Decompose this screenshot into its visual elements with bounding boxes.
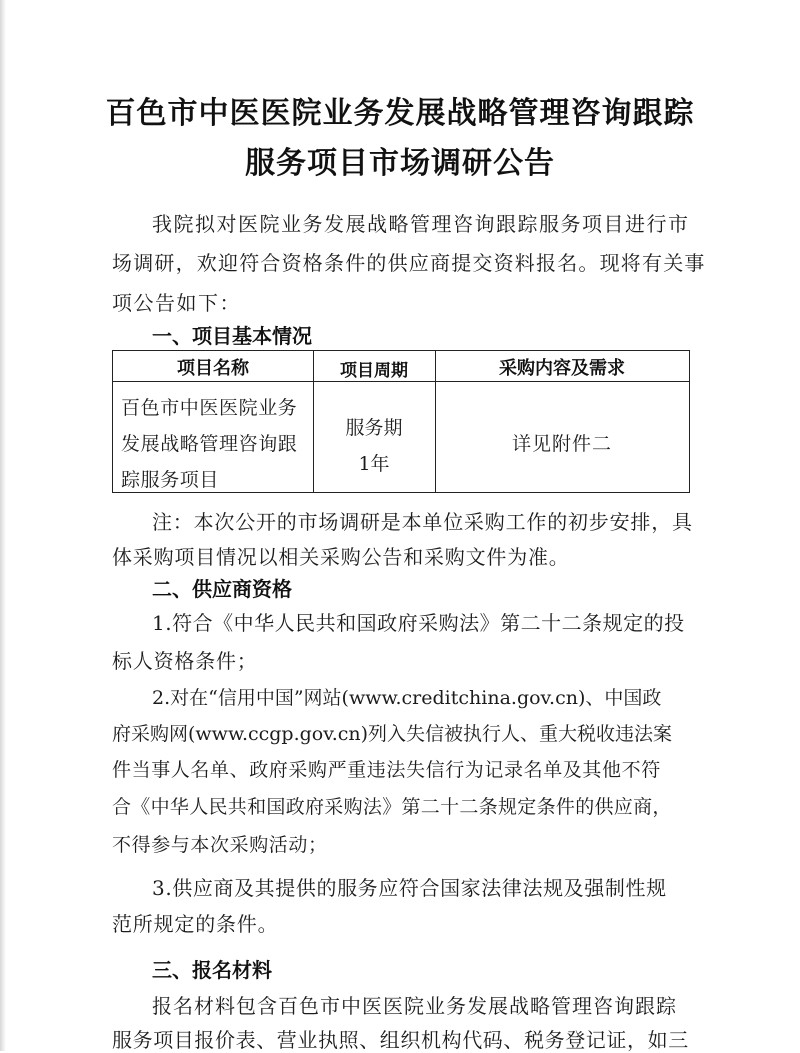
table-header-project-period: 项目周期	[340, 361, 408, 381]
table-cell-procurement-content: 详见附件二	[511, 433, 612, 455]
table-cell-project-period: 1年	[358, 453, 390, 475]
materials-line-2: 服务项目报价表、营业执照、组织机构代码、税务登记证，如三	[112, 1028, 689, 1052]
table-cell-project-period: 服务期	[345, 417, 403, 439]
intro-line-3: 项公告如下：	[112, 291, 241, 315]
table-cell-project-name: 踪服务项目	[121, 469, 220, 491]
materials-line-1: 报名材料包含百色市中医医院业务发展战略管理咨询跟踪	[152, 994, 677, 1018]
qualification-item-1-line-1: 1.符合《中华人民共和国政府采购法》第二十二条规定的投	[152, 611, 685, 635]
intro-line-1: 我院拟对医院业务发展战略管理咨询跟踪服务项目进行市	[152, 212, 690, 236]
table-cell-project-name: 发展战略管理咨询跟	[121, 433, 298, 455]
document-title-line-2: 服务项目市场调研公告	[245, 146, 555, 181]
table-cell-project-name: 百色市中医医院业务	[121, 397, 298, 419]
qualification-item-2-line-2: 府采购网(www.ccgp.gov.cn)列入失信被执行人、重大税收违法案	[112, 723, 673, 745]
qualification-item-2-line-3: 件当事人名单、政府采购严重违法失信行为记录名单及其他不符	[112, 759, 661, 781]
qualification-item-2-line-1: 2.对在“信用中国”网站(www.creditchina.gov.cn)、中国政	[152, 687, 662, 709]
section-2-heading: 二、供应商资格	[152, 577, 292, 601]
document-title-line-1: 百色市中医医院业务发展战略管理咨询跟踪	[105, 96, 695, 131]
table-divider	[113, 381, 689, 382]
intro-line-2: 场调研，欢迎符合资格条件的供应商提交资料报名。现将有关事	[112, 251, 706, 275]
section-1-heading: 一、项目基本情况	[152, 324, 312, 348]
section-3-heading: 三、报名材料	[152, 958, 272, 982]
qualification-item-1-line-2: 标人资格条件；	[112, 649, 258, 673]
qualification-item-3-line-2: 范所规定的条件。	[112, 912, 279, 936]
qualification-item-2-line-5: 不得参与本次采购活动；	[112, 834, 328, 856]
project-info-table	[112, 350, 690, 493]
qualification-item-2-line-4: 合《中华人民共和国政府采购法》第二十二条规定条件的供应商，	[112, 796, 672, 818]
table-header-procurement-content: 采购内容及需求	[499, 358, 625, 379]
qualification-item-3-line-1: 3.供应商及其提供的服务应符合国家法律法规及强制性规	[152, 876, 667, 900]
table-header-project-name: 项目名称	[177, 358, 249, 379]
note-line-2: 体采购项目情况以相关采购公告和采购文件为准。	[112, 545, 570, 569]
note-line-1: 注：本次公开的市场调研是本单位采购工作的初步安排，具	[152, 510, 693, 534]
